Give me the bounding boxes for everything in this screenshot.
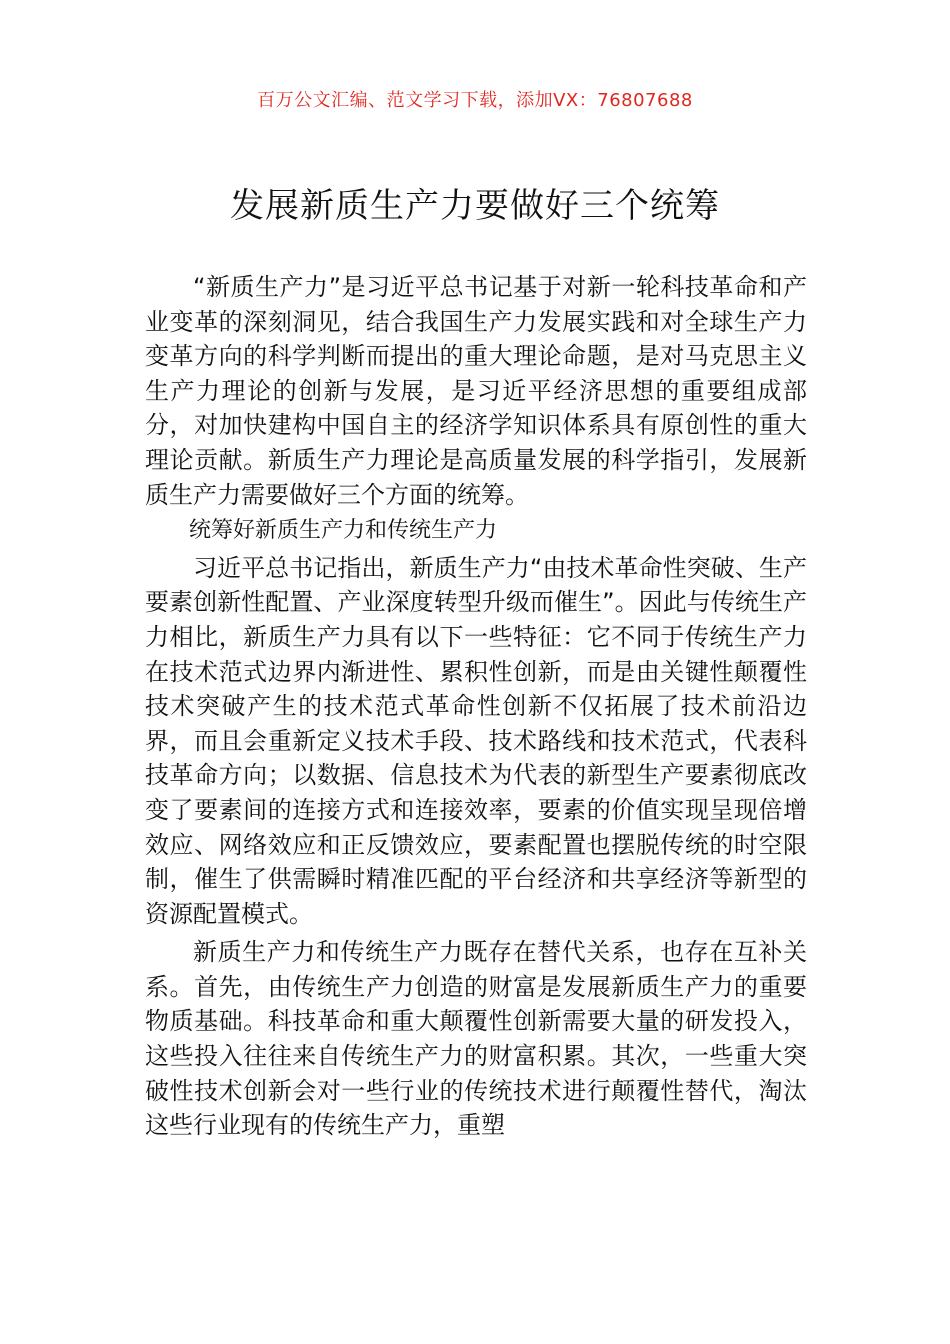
paragraph-intro: “新质生产力”是习近平总书记基于对新一轮科技革命和产业变革的深刻洞见，结合我国生产力发展实践和对全球生产力变革方向的科学判断而提出的重大理论命题，是对马克思主义生产力理论的创新与发展，是习近平经济思想的重要组成部分，对加快建构中国自主的经济学知识体系具有原创性的重大理论贡献。新质生产力理论是高质量发展的科学指引，发展新质生产力需要做好三个方面的统筹。	[145, 273, 807, 509]
paragraph-relationship: 新质生产力和传统生产力既存在替代关系，也存在互补关系。首先，由传统生产力创造的财富是发展新质生产力的重要物质基础。科技革命和重大颠覆性创新需要大量的研发投入，这些投入往往来自传统生产力的财富积累。其次，一些重大突破性技术创新会对一些行业的传统技术进行颠覆性替代，淘汰这些行业现有的传统生产力，重塑	[145, 938, 807, 1140]
page-title: 发展新质生产力要做好三个统筹	[230, 186, 720, 226]
paragraph-features: 习近平总书记指出，新质生产力“由技术革命性突破、生产要素创新性配置、产业深度转型升级而催生”。因此与传统生产力相比，新质生产力具有以下一些特征：它不同于传统生产力在技术范式边界内渐进性、累积性创新，而是由关键性颠覆性技术突破产生的技术范式革命性创新不仅拓展了技术前沿边界，而且会重新定义技术手段、技术路线和技术范式，代表科技革命方向；以数据、信息技术为代表的新型生产要素彻底改变了要素间的连接方式和连接效率，要素的价值实现呈现倍增效应、网络效应和正反馈效应，要素配置也摆脱传统的时空限制，催生了供需瞬时精准匹配的平台经济和共享经济等新型的资源配置模式。	[145, 553, 807, 928]
section-heading: 统筹好新质生产力和传统生产力	[189, 518, 498, 544]
article-body	[145, 270, 807, 1143]
header-note: 百万公文汇编、范文学习下载，添加VX：76807688	[257, 90, 693, 111]
